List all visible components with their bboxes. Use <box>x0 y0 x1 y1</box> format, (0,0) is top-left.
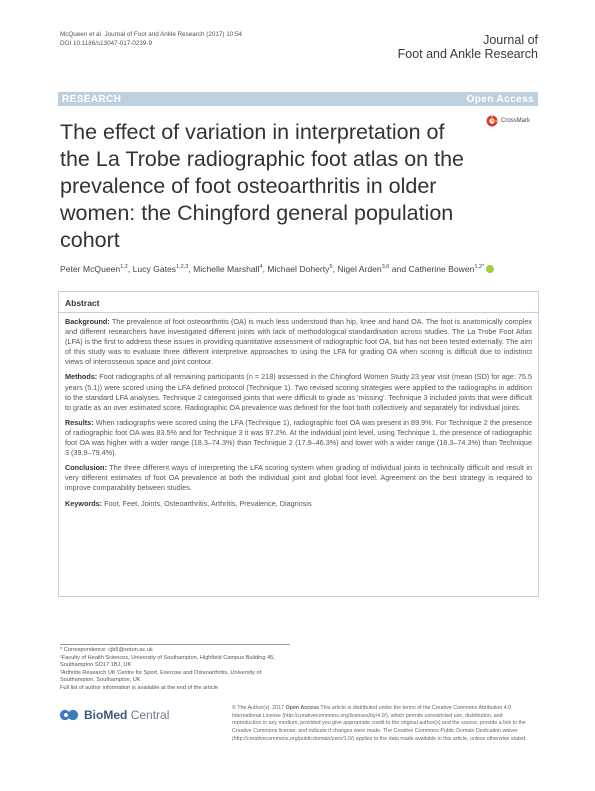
article-type-label: RESEARCH <box>62 93 122 105</box>
license-body: This article is distributed under the terms of the Creative Commons Attribution 4.0 International License (http://creativecommons.org/licenses/by/4.0/), which permits unrestricted use, distribution, and reproduction in any medium, provided you give appropriate credit to the original author(s) and the source, provide a link to the Creative Commons license, and indicate if changes were made. The Creative Commons Public Domain Dedication waiver (http://creativecommons.org/publicdomain/zero/1.0/) applies to the data made available in this article, unless otherwise stated. <box>232 705 527 742</box>
orcid-icon[interactable] <box>486 265 494 273</box>
abstract-results <box>65 418 532 458</box>
abstract-box <box>58 291 539 597</box>
author-name[interactable]: Michael Doherty <box>267 263 330 274</box>
author-name[interactable]: Lucy Gates <box>132 263 177 274</box>
section-text: Foot radiographs of all remaining participants (n = 218) assessed in the Chingford Women Study 23 year visit (mean (SD) for age: 75.5 years (5.1)) were scored using the LFA defined protocol (Technique 1). Two revised scoring strategies were applied to the radiographs in addition to the standard LFA analyses. Technique 2 categorised joints that were difficult to grade as 'missing'. Technique 3 included joints that were difficult to grade as an over estimated score. Radiographic OA prevalence was defined for the foot both collectively and separately for individual joints. <box>65 372 532 412</box>
abstract-heading: Abstract <box>65 298 100 308</box>
citation-header <box>60 30 242 48</box>
journal-name-line1: Journal of <box>483 33 538 47</box>
author-name[interactable]: Nigel Arden <box>337 263 382 274</box>
author-affiliation: 4 <box>259 264 263 270</box>
author-affiliation: 1,2 <box>120 264 128 270</box>
section-label: Keywords: <box>65 498 103 508</box>
section-text: The three different ways of interpreting the LFA scoring system when grading of individual joints is technically difficult and result in very different estimates of foot OA prevalence at both the individual joint and global foot level. Agreement on the best strategy is required to improve comparability between studies. <box>65 463 532 493</box>
author-list: Peter McQueen$^{1,2}$, Lucy Gates$^{1,2,3}$, Michelle Marshall$^4$, Michael Doherty$^5$, Nigel Arden$^{3,6}$ and Catherine Bowen$^{1,2*}$ <box>60 262 540 275</box>
section-label: Conclusion: <box>65 463 107 473</box>
abstract-methods <box>65 372 532 412</box>
author-name[interactable]: Catherine Bowen <box>408 263 475 274</box>
author-name[interactable]: Peter McQueen <box>60 263 121 274</box>
section-label: Background: <box>65 317 110 326</box>
affiliation-footnote: ²Arthritis Research UK Centre for Sport, Exercise and Osteoarthritis, University of Southampton, Southampton, UK <box>60 669 262 684</box>
section-label: Methods: <box>65 372 98 382</box>
crossmark-icon <box>486 115 498 127</box>
crossmark-label: CrossMark <box>501 118 531 124</box>
publisher-name-bio: BioMed <box>84 708 128 722</box>
license-copyright: © The Author(s). 2017 <box>232 705 285 711</box>
abstract-conclusion <box>65 463 532 493</box>
section-label: Results: <box>65 417 94 427</box>
article-title: The effect of variation in interpretation of the La Trobe radiographic foot atlas on the prevalence of foot osteoarthritis in older women: the Chingford general population cohort <box>60 120 464 252</box>
publisher-name <box>84 708 169 722</box>
open-access-label: Open Access <box>466 93 534 105</box>
section-text: The prevalence of foot osteoarthritis (OA) is much less understood than hip, knee and hand OA. The foot is anatomically complex and different researchers have investigated different joints with lack of methodological standardisation across studies. The La Trobe Foot Atlas (LFA) is the first to address these issues in providing quantitative assessment of radiographic foot OA, but has not been tested externally. The aim of this study was to evaluate three different interpretive approaches to using the LFA for grading OA when scoring is difficult due to indistinct views of interosseous space and joint contour. <box>65 317 533 367</box>
author-info-footnote: Full list of author information is available at the end of the article <box>60 684 218 691</box>
author-affiliation: 3,6 <box>381 264 390 270</box>
license-text <box>232 705 532 744</box>
correspondence-footnote[interactable]: * Correspondence: cjb5@soton.ac.uk <box>60 647 153 653</box>
footnotes <box>60 647 295 693</box>
author-affiliation: 1,2* <box>474 264 485 270</box>
section-text: When radiographs were scored using the LFA (Technique 1), radiographic foot OA was present in 89.9%. For Technique 2 the presence of radiographic foot OA was 83.5% and for Technique 3 it was 97.2%. At the individual joint level, using Technique 1, the presence of radiographic foot OA was higher with a wider range (18.3–74.3%) than Technique 2 (17.9–46.3%) and lower with a wider range (18.3–74.3%) than Technique 3 (39.9–79.4%). <box>65 417 532 458</box>
doi-line: DOI 10.1186/s13047-017-0239-9 <box>60 40 152 47</box>
author-name[interactable]: Michelle Marshall <box>193 263 260 274</box>
abstract-keywords <box>65 499 532 509</box>
abstract-divider <box>59 312 538 313</box>
publisher-logo[interactable] <box>58 707 169 723</box>
license-open-access: Open Access <box>285 705 319 711</box>
abstract-body <box>65 317 532 514</box>
citation-line: McQueen et al. Journal of Foot and Ankle Research (2017) 10:54 <box>60 31 243 38</box>
footnote-divider <box>60 644 290 645</box>
affiliation-footnote: ¹Faculty of Health Sciences, University of Southampton, Highfield Campus Building 45, Southampton SO17 1BJ, UK <box>60 654 275 669</box>
abstract-background <box>65 317 532 367</box>
author-affiliation: 5 <box>329 264 333 270</box>
journal-name <box>398 33 538 61</box>
section-text: Foot, Feet, Joints, Osteoarthritis, Arthritis, Prevalence, Diagnosis <box>104 498 312 508</box>
author-affiliation: 1,2,3 <box>176 264 189 270</box>
journal-name-line2: Foot and Ankle Research <box>397 47 538 61</box>
article-type-banner <box>58 92 538 106</box>
publisher-name-central: Central <box>130 708 170 722</box>
crossmark-badge[interactable] <box>486 115 530 127</box>
biomed-central-logo-icon <box>58 707 80 723</box>
